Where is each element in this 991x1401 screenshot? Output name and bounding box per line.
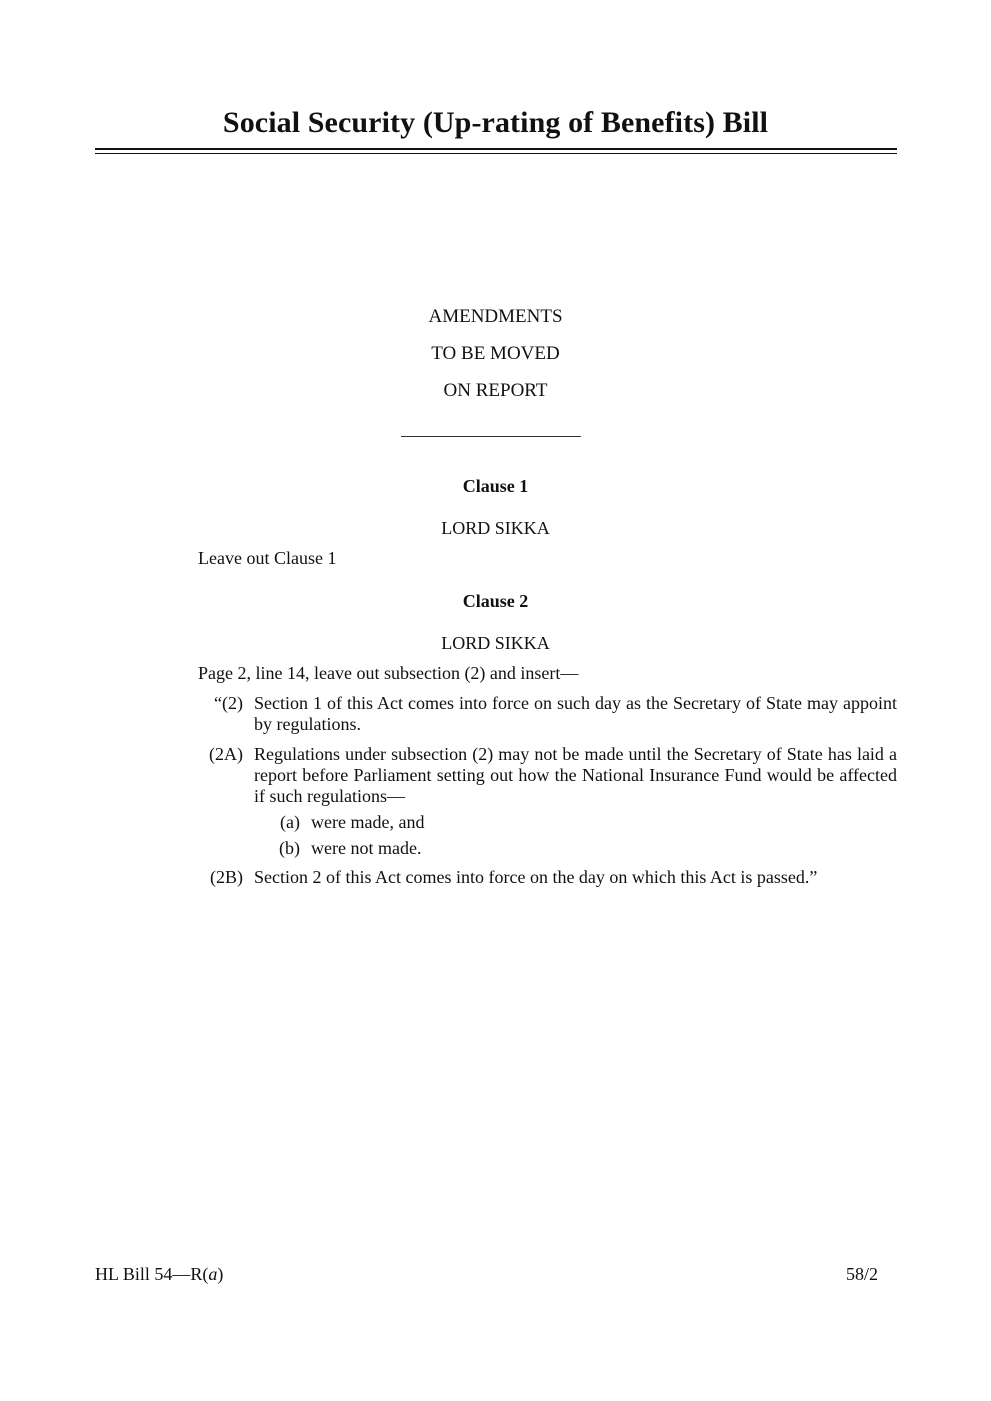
bill-title: Social Security (Up-rating of Benefits) Bill — [222, 106, 769, 139]
subsection-2-label: “(2) — [214, 693, 243, 713]
title-rule-thick — [95, 148, 897, 150]
clause-1-mover: LORD SIKKA — [441, 518, 550, 538]
clause-1-heading: Clause 1 — [462, 476, 529, 496]
bill-reference-prefix: HL Bill 54—R( — [95, 1264, 209, 1284]
title-rule-thin — [95, 153, 897, 154]
paragraph-b-label: (b) — [279, 838, 300, 858]
notice-line-to-be-moved: TO BE MOVED — [431, 343, 560, 364]
paragraph-b-text: were not made. — [311, 838, 422, 858]
paragraph-a-text: were made, and — [311, 812, 425, 832]
subsection-2b-text: Section 2 of this Act comes into force on the day on which this Act is passed.” — [254, 867, 818, 887]
clause-2-mover: LORD SIKKA — [441, 633, 550, 653]
notice-line-on-report: ON REPORT — [443, 380, 548, 401]
clause-1-amendment-text: Leave out Clause 1 — [198, 548, 337, 568]
notice-line-amendments: AMENDMENTS — [428, 306, 563, 327]
paragraph-a-label: (a) — [280, 812, 300, 832]
subsection-2a-text: Regulations under subsection (2) may not be made until the Secretary of State has laid a report before Parliament setting out how the National Insurance Fund would be affected if such regulations— — [254, 744, 897, 806]
subsection-2a-label: (2A) — [209, 744, 243, 764]
subsection-2-text: Section 1 of this Act comes into force on such day as the Secretary of State may appoint by regulations. — [254, 693, 897, 734]
subsection-2b-label: (2B) — [210, 867, 243, 887]
bill-reference-suffix: ) — [217, 1264, 224, 1284]
bill-reference — [95, 1264, 223, 1285]
section-divider — [401, 436, 581, 437]
bill-reference-italic: a — [208, 1264, 218, 1284]
clause-2-heading: Clause 2 — [462, 591, 529, 611]
clause-2-amendment-text: Page 2, line 14, leave out subsection (2) and insert— — [198, 663, 579, 683]
page-reference: 58/2 — [846, 1264, 879, 1284]
